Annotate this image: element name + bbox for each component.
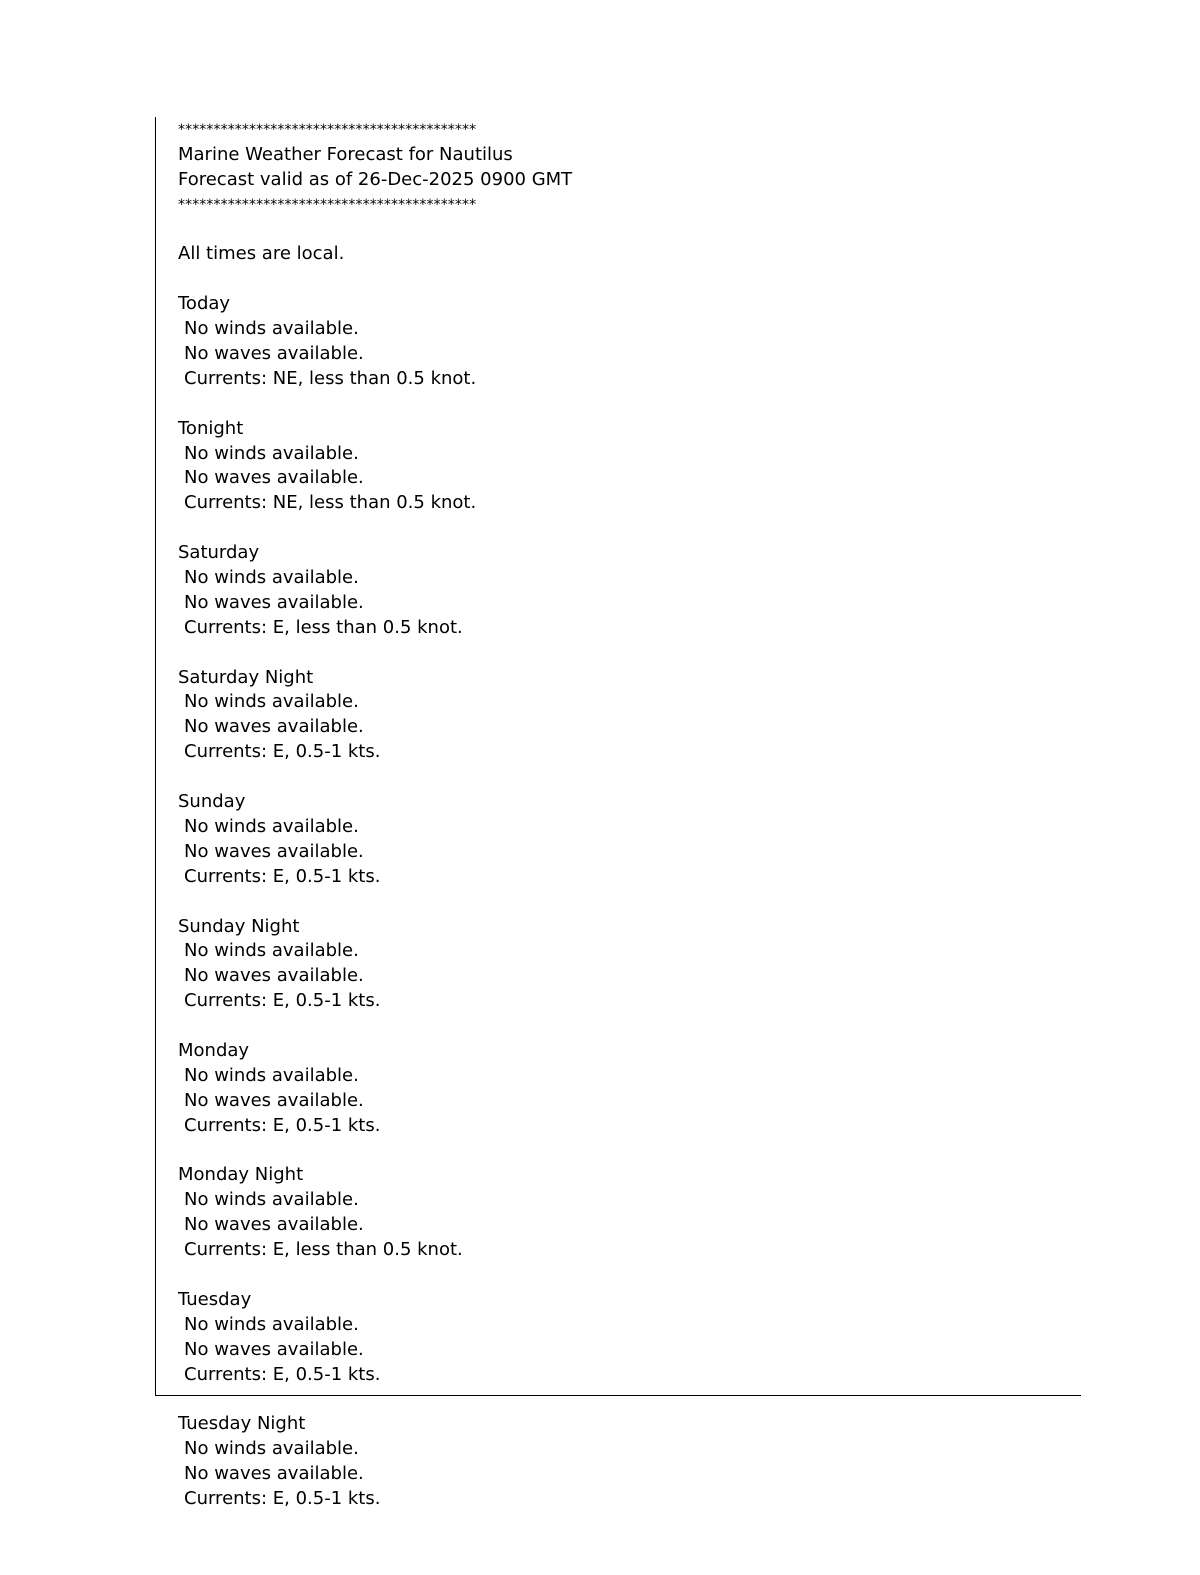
period-winds: No winds available. [184,1064,359,1086]
spacer [178,1387,1058,1412]
period-name: Today [178,293,231,315]
spacer [178,765,1058,790]
forecast-valid-time: Forecast valid as of 26-Dec-2025 0900 GMT [178,168,573,190]
period-waves: No waves available. [184,467,364,489]
period-waves: No waves available. [184,1089,364,1111]
period-name: Monday [178,1039,250,1061]
forecast-period [178,1163,1058,1287]
period-waves: No waves available. [184,591,364,613]
period-winds: No winds available. [184,1189,359,1211]
forecast-title: Marine Weather Forecast for Nautilus [178,143,513,165]
period-winds: No winds available. [184,940,359,962]
period-waves: No waves available. [184,1338,364,1360]
period-currents: Currents: E, 0.5-1 kts. [184,741,381,763]
period-waves: No waves available. [184,840,364,862]
forecast-period [178,790,1058,914]
period-winds: No winds available. [184,1438,359,1460]
period-currents: Currents: E, 0.5-1 kts. [184,1487,381,1509]
period-currents: Currents: E, 0.5-1 kts. [184,1363,381,1385]
forecast-period [178,1288,1058,1412]
period-winds: No winds available. [184,1313,359,1335]
period-winds: No winds available. [184,691,359,713]
period-currents: Currents: E, 0.5-1 kts. [184,865,381,887]
period-currents: Currents: E, less than 0.5 knot. [184,616,463,638]
spacer [178,516,1058,541]
period-currents: Currents: NE, less than 0.5 knot. [184,367,477,389]
spacer [178,890,1058,915]
header-stars-bottom: ****************************************** [178,196,477,213]
period-name: Tuesday Night [178,1413,306,1435]
period-name: Saturday [178,542,260,564]
period-waves: No waves available. [184,965,364,987]
forecast-period [178,666,1058,790]
period-name: Monday Night [178,1164,304,1186]
frame-left-border [155,117,156,1396]
header-stars-top: ****************************************** [178,122,477,138]
period-waves: No waves available. [184,1463,364,1485]
period-name: Sunday [178,791,246,813]
forecast-document [178,118,1058,1512]
period-currents: Currents: E, 0.5-1 kts. [184,990,381,1012]
period-waves: No waves available. [184,343,364,365]
forecast-period [178,541,1058,665]
period-name: Saturday Night [178,666,314,688]
forecast-periods [178,292,1058,1512]
spacer [178,218,1058,243]
spacer [178,1014,1058,1039]
times-note: All times are local. [178,243,345,265]
forecast-period [178,915,1058,1039]
spacer [178,1139,1058,1164]
period-currents: Currents: NE, less than 0.5 knot. [184,492,477,514]
period-winds: No winds available. [184,567,359,589]
period-winds: No winds available. [184,442,359,464]
forecast-period [178,417,1058,541]
spacer [178,641,1058,666]
period-waves: No waves available. [184,1214,364,1236]
spacer [178,267,1058,292]
period-winds: No winds available. [184,815,359,837]
forecast-period [178,1412,1058,1512]
forecast-period [178,1039,1058,1163]
period-waves: No waves available. [184,716,364,738]
period-winds: No winds available. [184,318,359,340]
period-name: Tonight [178,417,244,439]
forecast-period [178,292,1058,416]
period-name: Sunday Night [178,915,300,937]
period-currents: Currents: E, less than 0.5 knot. [184,1239,463,1261]
period-currents: Currents: E, 0.5-1 kts. [184,1114,381,1136]
spacer [178,392,1058,417]
spacer [178,1263,1058,1288]
period-name: Tuesday [178,1288,252,1310]
